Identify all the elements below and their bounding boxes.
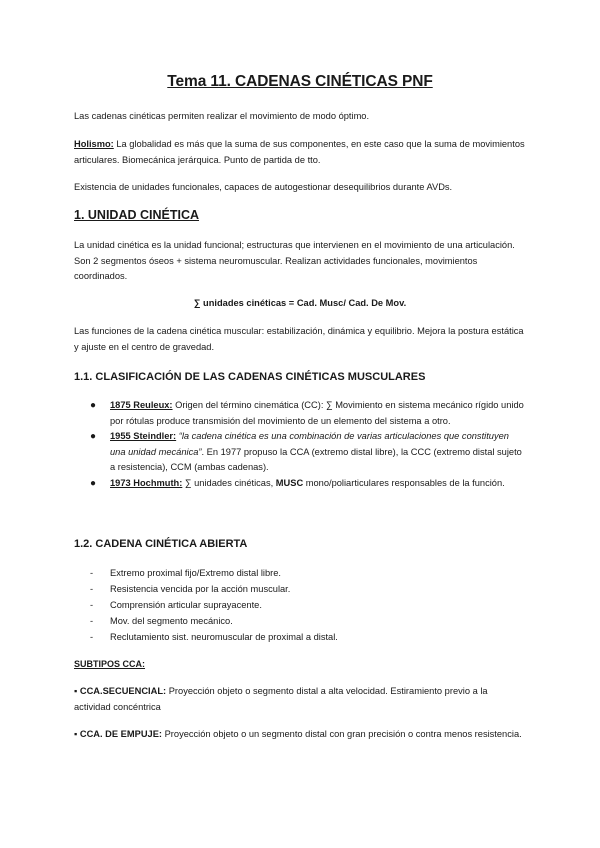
list-item [74,614,526,630]
dash-icon: - [90,615,94,626]
list-item [74,630,526,646]
subtipo-text: Proyección objeto o un segmento distal con gran precisión o contra menos resistencia. [162,729,522,739]
cca-item-text: Comprensión articular suprayacente. [110,599,262,610]
section1-heading: 1. UNIDAD CINÉTICA [74,208,200,222]
holismo-paragraph [74,137,526,168]
classification-quote: “la cadena cinética es una combinación de varias articulaciones que constituyen una unidad mecánica” [110,431,509,457]
list-item [74,582,526,598]
section11-heading: 1.1. CLASIFICACIÓN DE LAS CADENAS CINÉTICAS MUSCULARES [74,371,426,383]
bullet-icon: ● [90,400,97,411]
subtipo-paragraph [74,684,526,715]
subtipo-text: Proyección objeto o segmento distal a alta velocidad. Estiramiento previo a la actividad concéntrica [74,686,488,712]
list-item [74,429,526,476]
classification-label: 1875 Reuleux: [110,400,173,410]
subtipo-paragraph [74,727,526,743]
intro-paragraph: Las cadenas cinéticas permiten realizar el movimiento de modo óptimo. [74,111,370,121]
classification-label: 1955 Steindler: [110,431,177,441]
dash-icon: - [90,583,94,594]
cca-item-text: Reclutamiento sist. neuromuscular de proximal a distal. [110,631,338,642]
cca-item-text: Mov. del segmento mecánico. [110,615,233,626]
subtipo-label: ▪ CCA. DE EMPUJE: [74,729,163,739]
classification-text: ∑ unidades cinéticas, [182,477,276,488]
dash-icon: - [90,568,94,578]
classification-text: Origen del término cinemática (CC): ∑ Movimiento en sistema mecánico rígido unido por rótulas produce transmisión del movimiento de un elemento del sistema a otro. [110,400,524,426]
classification-label: 1973 Hochmuth: [110,477,183,488]
subtipos-heading: SUBTIPOS CCA: [74,659,146,669]
existencia-paragraph: Existencia de unidades funcionales, capaces de autogestionar desequilibrios durante AVDs. [74,182,453,192]
dash-icon: - [90,599,94,610]
list-item [74,476,526,492]
bullet-icon: ● [90,431,97,442]
list-item [74,598,526,614]
subtipo-label: ▪ CCA.SECUENCIAL: [74,686,167,696]
bullet-icon: ● [90,477,97,489]
classification-bold: MUSC [275,477,304,488]
section12-heading: 1.2. CADENA CINÉTICA ABIERTA [74,538,248,550]
page-title: Tema 11. CADENAS CINÉTICAS PNF [167,73,433,90]
holismo-text: La globalidad es más que la suma de sus componentes, en este caso que la suma de movimientos articulares. Biomecánica jerárquica. Punto de partida de tto. [74,139,525,165]
cca-item-text: Extremo proximal fijo/Extremo distal libre. [110,568,282,578]
classification-text: mono/poliarticulares responsables de la función. [303,477,505,488]
cca-list [74,566,526,646]
functions-paragraph: Las funciones de la cadena cinética muscular: estabilización, dinámica y equilibrio. Mejora la postura estática y ajuste en el centro de gravedad. [74,326,524,352]
cca-item-text: Resistencia vencida por la acción muscular. [110,583,291,594]
list-item [74,398,526,429]
dash-icon: - [90,631,94,642]
formula: ∑ unidades cinéticas = Cad. Musc/ Cad. De Mov. [193,298,407,308]
classification-text: . En 1977 propuso la CCA (extremo distal libre), la CCC (extremo distal sujeto a resistencia), CCM (ambas cadenas). [110,446,522,472]
classification-list [74,398,526,491]
section1-paragraph: La unidad cinética es la unidad funcional; estructuras que intervienen en el movimiento de una articulación. Son 2 segmentos óseos + sistema neuromuscular. Realizan actividades funcionales, movimientos coordinados. [74,240,515,281]
holismo-label: Holismo: [74,139,114,149]
list-item [74,566,526,582]
